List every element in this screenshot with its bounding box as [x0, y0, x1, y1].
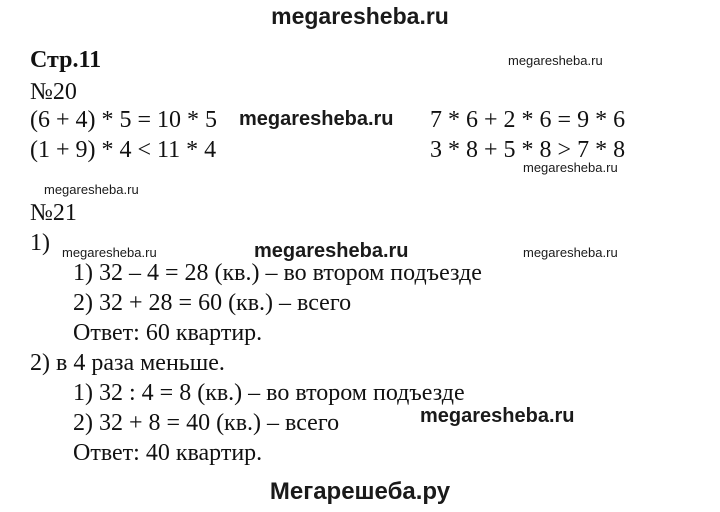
watermark-small: megaresheba.ru	[44, 182, 139, 197]
watermark-small: megaresheba.ru	[62, 245, 157, 260]
watermark-big: megaresheba.ru	[420, 405, 575, 427]
page-label: Стр.11	[30, 47, 102, 73]
task-20-right-line-2: 3 * 8 + 5 * 8 > 7 * 8	[430, 137, 626, 163]
header-watermark: megaresheba.ru	[271, 3, 449, 29]
watermark-big: megaresheba.ru	[239, 108, 394, 130]
task-21-part-2-answer: Ответ: 40 квартир.	[73, 440, 263, 466]
task-21-part-2-step-2: 2) 32 + 8 = 40 (кв.) – всего	[73, 410, 340, 436]
watermark-small: megaresheba.ru	[523, 245, 618, 260]
task-21-part-1-answer: Ответ: 60 квартир.	[73, 320, 263, 346]
task-20-right-line-1: 7 * 6 + 2 * 6 = 9 * 6	[430, 107, 626, 133]
task-20-left-line-2: (1 + 9) * 4 < 11 * 4	[30, 137, 217, 163]
task-20-left-line-1: (6 + 4) * 5 = 10 * 5	[30, 107, 218, 133]
watermark-small: megaresheba.ru	[523, 160, 618, 175]
task-21-part-2-step-1: 1) 32 : 4 = 8 (кв.) – во втором подъезде	[73, 380, 465, 406]
watermark-big: megaresheba.ru	[254, 240, 409, 262]
task-21-part-1-step-1: 1) 32 – 4 = 28 (кв.) – во втором подъезде	[73, 260, 482, 286]
footer-watermark: Мегарешеба.ру	[269, 478, 451, 505]
task-20-number: №20	[30, 79, 77, 105]
task-21-number: №21	[30, 200, 77, 226]
task-21-part-2-label: 2) в 4 раза меньше.	[30, 350, 225, 376]
watermark-small: megaresheba.ru	[508, 53, 603, 68]
task-21-part-1-label: 1)	[30, 230, 50, 256]
task-21-part-1-step-2: 2) 32 + 28 = 60 (кв.) – всего	[73, 290, 352, 316]
